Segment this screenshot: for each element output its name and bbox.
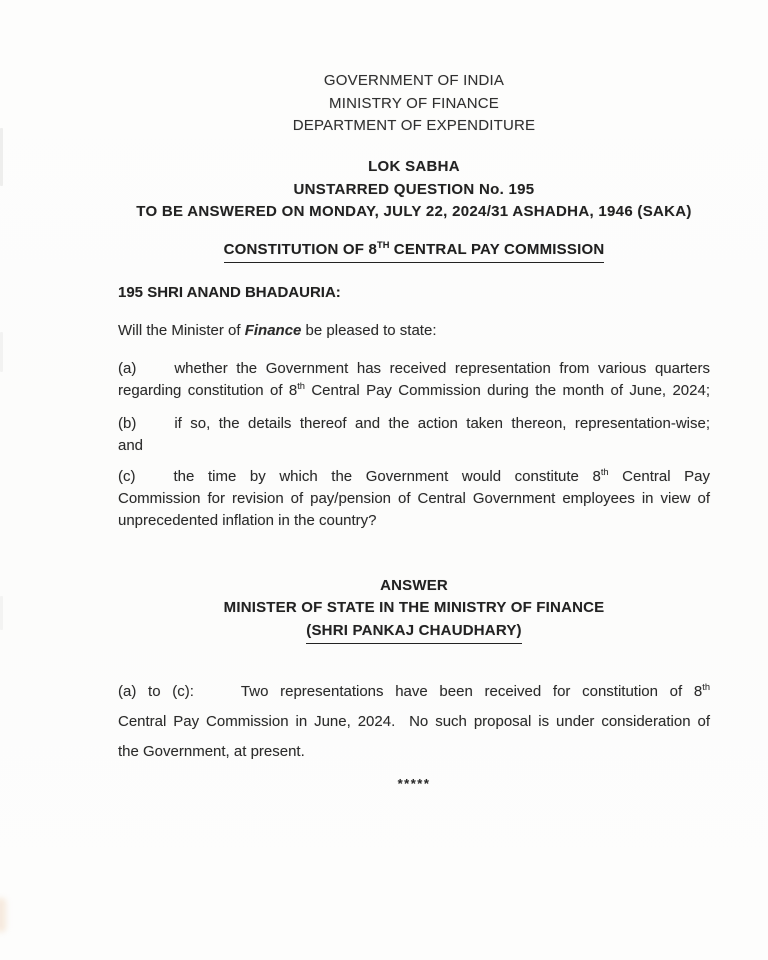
scan-edge-artifact xyxy=(0,128,3,186)
answer-heading-block xyxy=(118,575,710,645)
question-intro xyxy=(118,320,710,343)
subject-title xyxy=(118,239,710,264)
letterhead-government: GOVERNMENT OF INDIA xyxy=(323,72,505,89)
question-clause-a xyxy=(118,358,710,402)
scan-edge-artifact xyxy=(0,596,3,630)
text-segment: th xyxy=(702,682,710,692)
text-segment: unprecedented inflation in the country? xyxy=(118,511,377,529)
document-content xyxy=(118,0,710,791)
tab-spacer xyxy=(136,427,174,428)
text-segment: Two representations have been received for constitution of 8 xyxy=(240,683,703,700)
text-segment: Finance xyxy=(244,321,302,339)
text-segment: (a) to (c): xyxy=(118,683,194,700)
answer-body xyxy=(118,677,710,767)
answer-date-line: TO BE ANSWERED ON MONDAY, JULY 22, 2024/31 ASHADHA, 1946 (SAKA) xyxy=(136,203,692,220)
text-segment: the time by which the Government would constitute 8 xyxy=(173,467,601,485)
question-number-line: UNSTARRED QUESTION No. 195 xyxy=(293,180,535,198)
tab-spacer xyxy=(194,695,241,696)
text-segment: and xyxy=(118,436,144,454)
text-line xyxy=(118,737,710,767)
text-line xyxy=(118,358,710,380)
text-segment: th xyxy=(297,380,305,391)
text-segment: (c) xyxy=(118,467,136,485)
scan-edge-artifact xyxy=(0,332,3,372)
text-line xyxy=(118,320,710,343)
text-line xyxy=(118,466,710,488)
text-segment: th xyxy=(600,466,609,477)
answer-heading: ANSWER xyxy=(380,576,448,594)
questioner-line: 195 SHRI ANAND BHADAURIA: xyxy=(118,284,341,301)
text-segment: the Government, at present. xyxy=(118,743,305,760)
text-segment: whether the Government has received representation from various quarters xyxy=(174,359,710,377)
minister-title: MINISTER OF STATE IN THE MINISTRY OF FINANCE xyxy=(223,599,605,616)
text-line xyxy=(118,488,710,510)
letterhead-department: DEPARTMENT OF EXPENDITURE xyxy=(292,117,536,134)
text-segment: regarding constitution of 8 xyxy=(118,381,298,399)
text-segment: (a) xyxy=(118,359,137,377)
letterhead-ministry: MINISTRY OF FINANCE xyxy=(329,94,499,112)
text-segment: be pleased to state: xyxy=(301,321,437,339)
text-line xyxy=(118,677,710,707)
end-marker: ***** xyxy=(397,776,431,791)
question-clause-b xyxy=(118,413,710,457)
text-segment: (b) xyxy=(118,414,137,432)
session-block xyxy=(118,156,710,224)
house-name: LOK SABHA xyxy=(368,158,460,175)
minister-name-line xyxy=(118,620,710,645)
text-line xyxy=(118,510,710,532)
text-segment: Central Pay xyxy=(608,467,710,485)
text-segment: TH xyxy=(377,239,390,250)
scan-corner-smudge xyxy=(0,898,6,932)
text-line xyxy=(118,380,710,402)
text-line xyxy=(118,435,710,457)
text-line xyxy=(118,707,710,737)
tab-spacer xyxy=(136,480,174,481)
text-line xyxy=(118,413,710,435)
text-segment: Commission for revision of pay/pension of Central Government employees in view of xyxy=(118,489,710,507)
text-segment: Central Pay Commission during the month of June, 2024; xyxy=(304,381,710,399)
text-segment: Will the Minister of xyxy=(118,321,245,339)
minister-name: (SHRI PANKAJ CHAUDHARY) xyxy=(306,620,521,645)
text-segment: CENTRAL PAY COMMISSION xyxy=(389,240,605,258)
text-segment: CONSTITUTION OF 8 xyxy=(223,240,378,258)
letterhead xyxy=(118,70,710,138)
tab-spacer xyxy=(136,372,174,373)
text-line xyxy=(224,239,605,264)
question-clause-c xyxy=(118,466,710,532)
text-segment: Central Pay Commission in June, 2024. No such proposal is under consideration of xyxy=(118,713,710,730)
text-segment: if so, the details thereof and the action taken thereon, representation-wise; xyxy=(174,414,710,432)
